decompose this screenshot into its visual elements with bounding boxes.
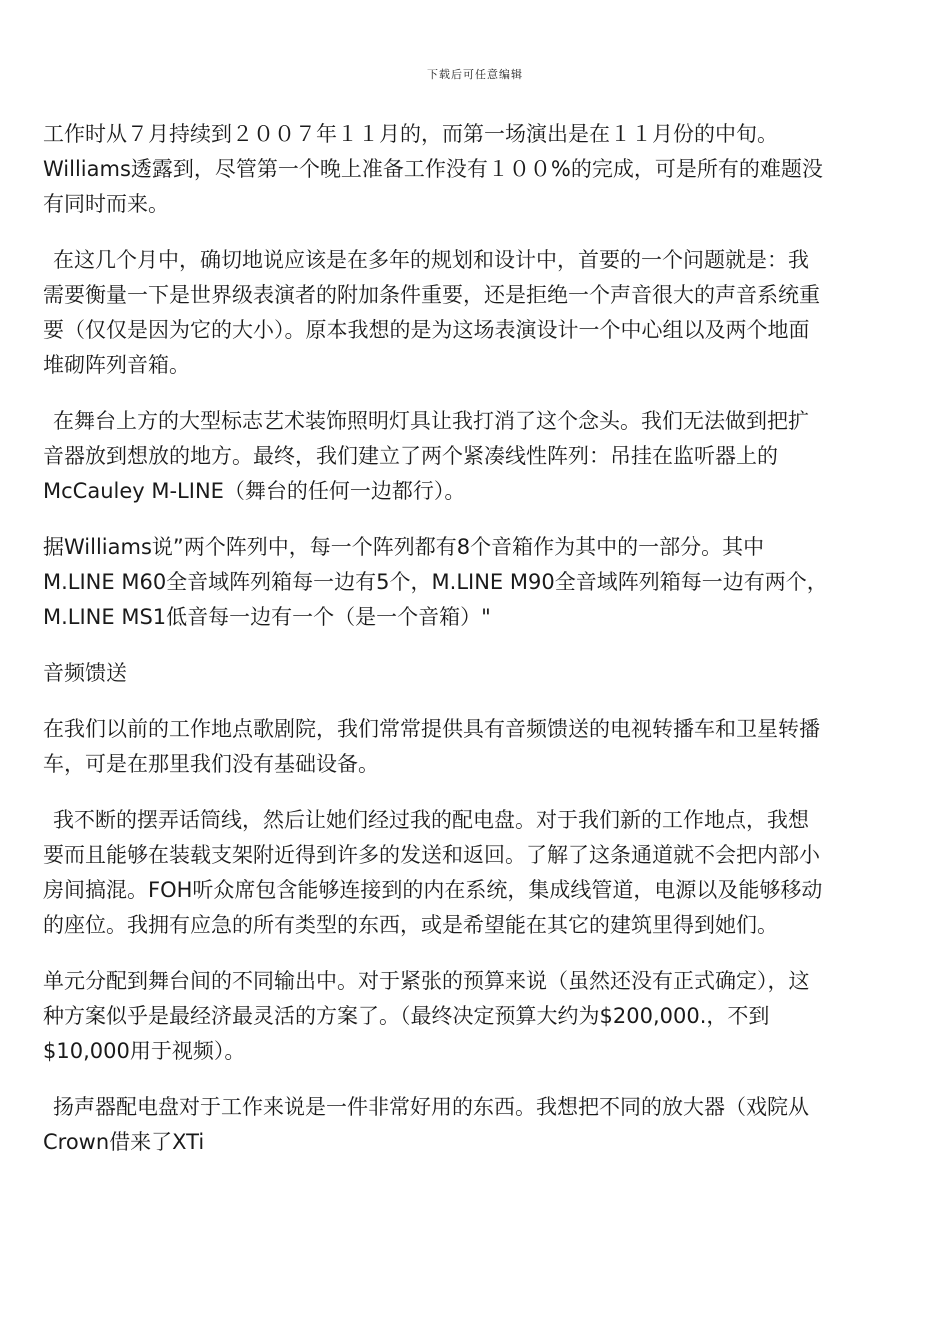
text-line: Crown借来了XTi — [43, 1130, 205, 1154]
paragraph — [43, 404, 908, 509]
text-line: 扬声器配电盘对于工作来说是一件非常好用的东西。我想把不同的放大器（戏院从 — [53, 1095, 809, 1119]
text-line: 要（仅仅是因为它的大小）。原本我想的是为这场表演设计一个中心组以及两个地面 — [43, 318, 810, 342]
document-body — [43, 117, 908, 1181]
section-heading — [43, 656, 908, 691]
text-line: 音频馈送 — [43, 661, 127, 685]
paragraph — [43, 1090, 908, 1160]
text-line: 我不断的摆弄话筒线，然后让她们经过我的配电盘。对于我们新的工作地点，我想 — [53, 808, 809, 832]
text-line: 需要衡量一下是世界级表演者的附加条件重要，还是拒绝一个声音很大的声音系统重 — [43, 283, 820, 307]
text-line: Williams透露到，尽管第一个晚上准备工作没有１００%的完成，可是所有的难题没 — [43, 157, 823, 181]
text-line: 单元分配到舞台间的不同输出中。对于紧张的预算来说（虽然还没有正式确定），这 — [43, 969, 810, 993]
text-line: 有同时而来。 — [43, 192, 169, 216]
text-line: 的座位。我拥有应急的所有类型的东西，或是希望能在其它的建筑里得到她们。 — [43, 913, 778, 937]
text-line: 房间搞混。FOH听众席包含能够连接到的内在系统，集成线管道，电源以及能够移动 — [43, 878, 823, 902]
text-line: 在这几个月中，确切地说应该是在多年的规划和设计中，首要的一个问题就是：我 — [53, 248, 809, 272]
text-line: 在舞台上方的大型标志艺术装饰照明灯具让我打消了这个念头。我们无法做到把扩 — [53, 409, 809, 433]
text-line: 工作时从７月持续到２００７年１１月的，而第一场演出是在１１月份的中旬。 — [43, 122, 778, 146]
paragraph — [43, 117, 908, 222]
text-line: 要而且能够在装载支架附近得到许多的发送和返回。了解了这条通道就不会把内部小 — [43, 843, 820, 867]
paragraph — [43, 803, 908, 943]
paragraph — [43, 712, 908, 782]
paragraph — [43, 243, 908, 383]
paragraph — [43, 530, 908, 635]
text-line: 车，可是在那里我们没有基础设备。 — [43, 752, 379, 776]
text-line: 在我们以前的工作地点歌剧院，我们常常提供具有音频馈送的电视转播车和卫星转播 — [43, 717, 820, 741]
text-line: 种方案似乎是最经济最灵活的方案了。（最终决定预算大约为$200,000.，不到 — [43, 1004, 770, 1028]
text-line: 音器放到想放的地方。最终，我们建立了两个紧凑线性阵列：吊挂在监听器上的 — [43, 444, 778, 468]
text-line: McCauley M-LINE（舞台的任何一边都行）。 — [43, 479, 466, 503]
text-line: 据Williams说”两个阵列中，每一个阵列都有8个音箱作为其中的一部分。其中 — [43, 535, 765, 559]
paragraph — [43, 964, 908, 1069]
text-line: 堆砌阵列音箱。 — [43, 353, 190, 377]
page-header: 下载后可任意编辑 — [427, 68, 523, 81]
text-line: M.LINE M60全音域阵列箱每一边有5个，M.LINE M90全音域阵列箱每一边有两个， — [43, 570, 828, 594]
text-line: $10,000用于视频）。 — [43, 1039, 246, 1063]
text-line: M.LINE MS1低音每一边有一个（是一个音箱）" — [43, 605, 491, 629]
